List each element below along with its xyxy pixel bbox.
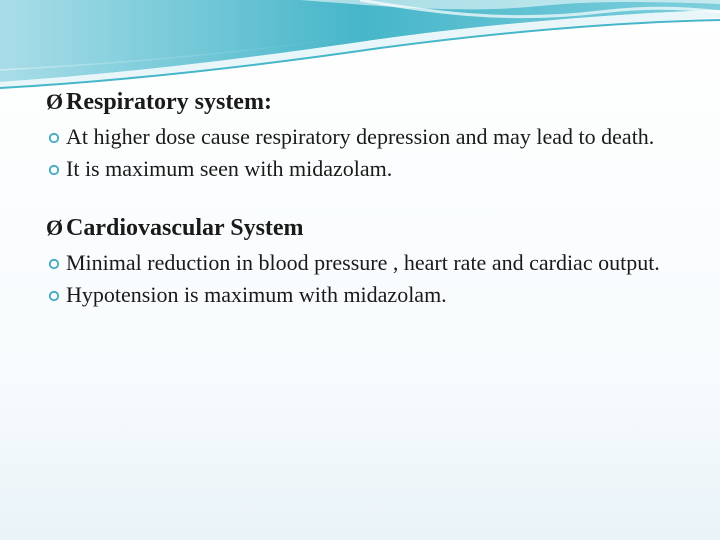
section-cardiovascular: [46, 212, 696, 308]
section-heading: [46, 212, 696, 244]
teal-ring-bullet-icon: [48, 132, 60, 144]
list-item: [46, 282, 696, 308]
bullet-list: [46, 124, 696, 182]
teal-ring-bullet-icon: [48, 164, 60, 176]
list-item: [46, 124, 696, 150]
arrow-check-icon: Ø: [46, 89, 64, 114]
list-item: [46, 250, 696, 276]
teal-ring-bullet-icon: [48, 290, 60, 302]
bullet-text: Minimal reduction in blood pressure , heart rate and cardiac output.: [66, 250, 660, 275]
bullet-list: [46, 250, 696, 308]
bullet-text: At higher dose cause respiratory depression and may lead to death.: [66, 124, 655, 149]
slide-content: [46, 86, 696, 314]
section-respiratory: [46, 86, 696, 182]
arrow-check-icon: Ø: [46, 215, 64, 240]
bullet-text: It is maximum seen with midazolam.: [66, 156, 393, 181]
wave-header-decoration: [0, 0, 720, 95]
section-heading-text: Respiratory system:: [66, 89, 272, 115]
section-heading: [46, 86, 696, 118]
teal-ring-bullet-icon: [48, 258, 60, 270]
section-heading-text: Cardiovascular System: [66, 215, 304, 241]
list-item: [46, 156, 696, 182]
bullet-text: Hypotension is maximum with midazolam.: [66, 282, 447, 307]
